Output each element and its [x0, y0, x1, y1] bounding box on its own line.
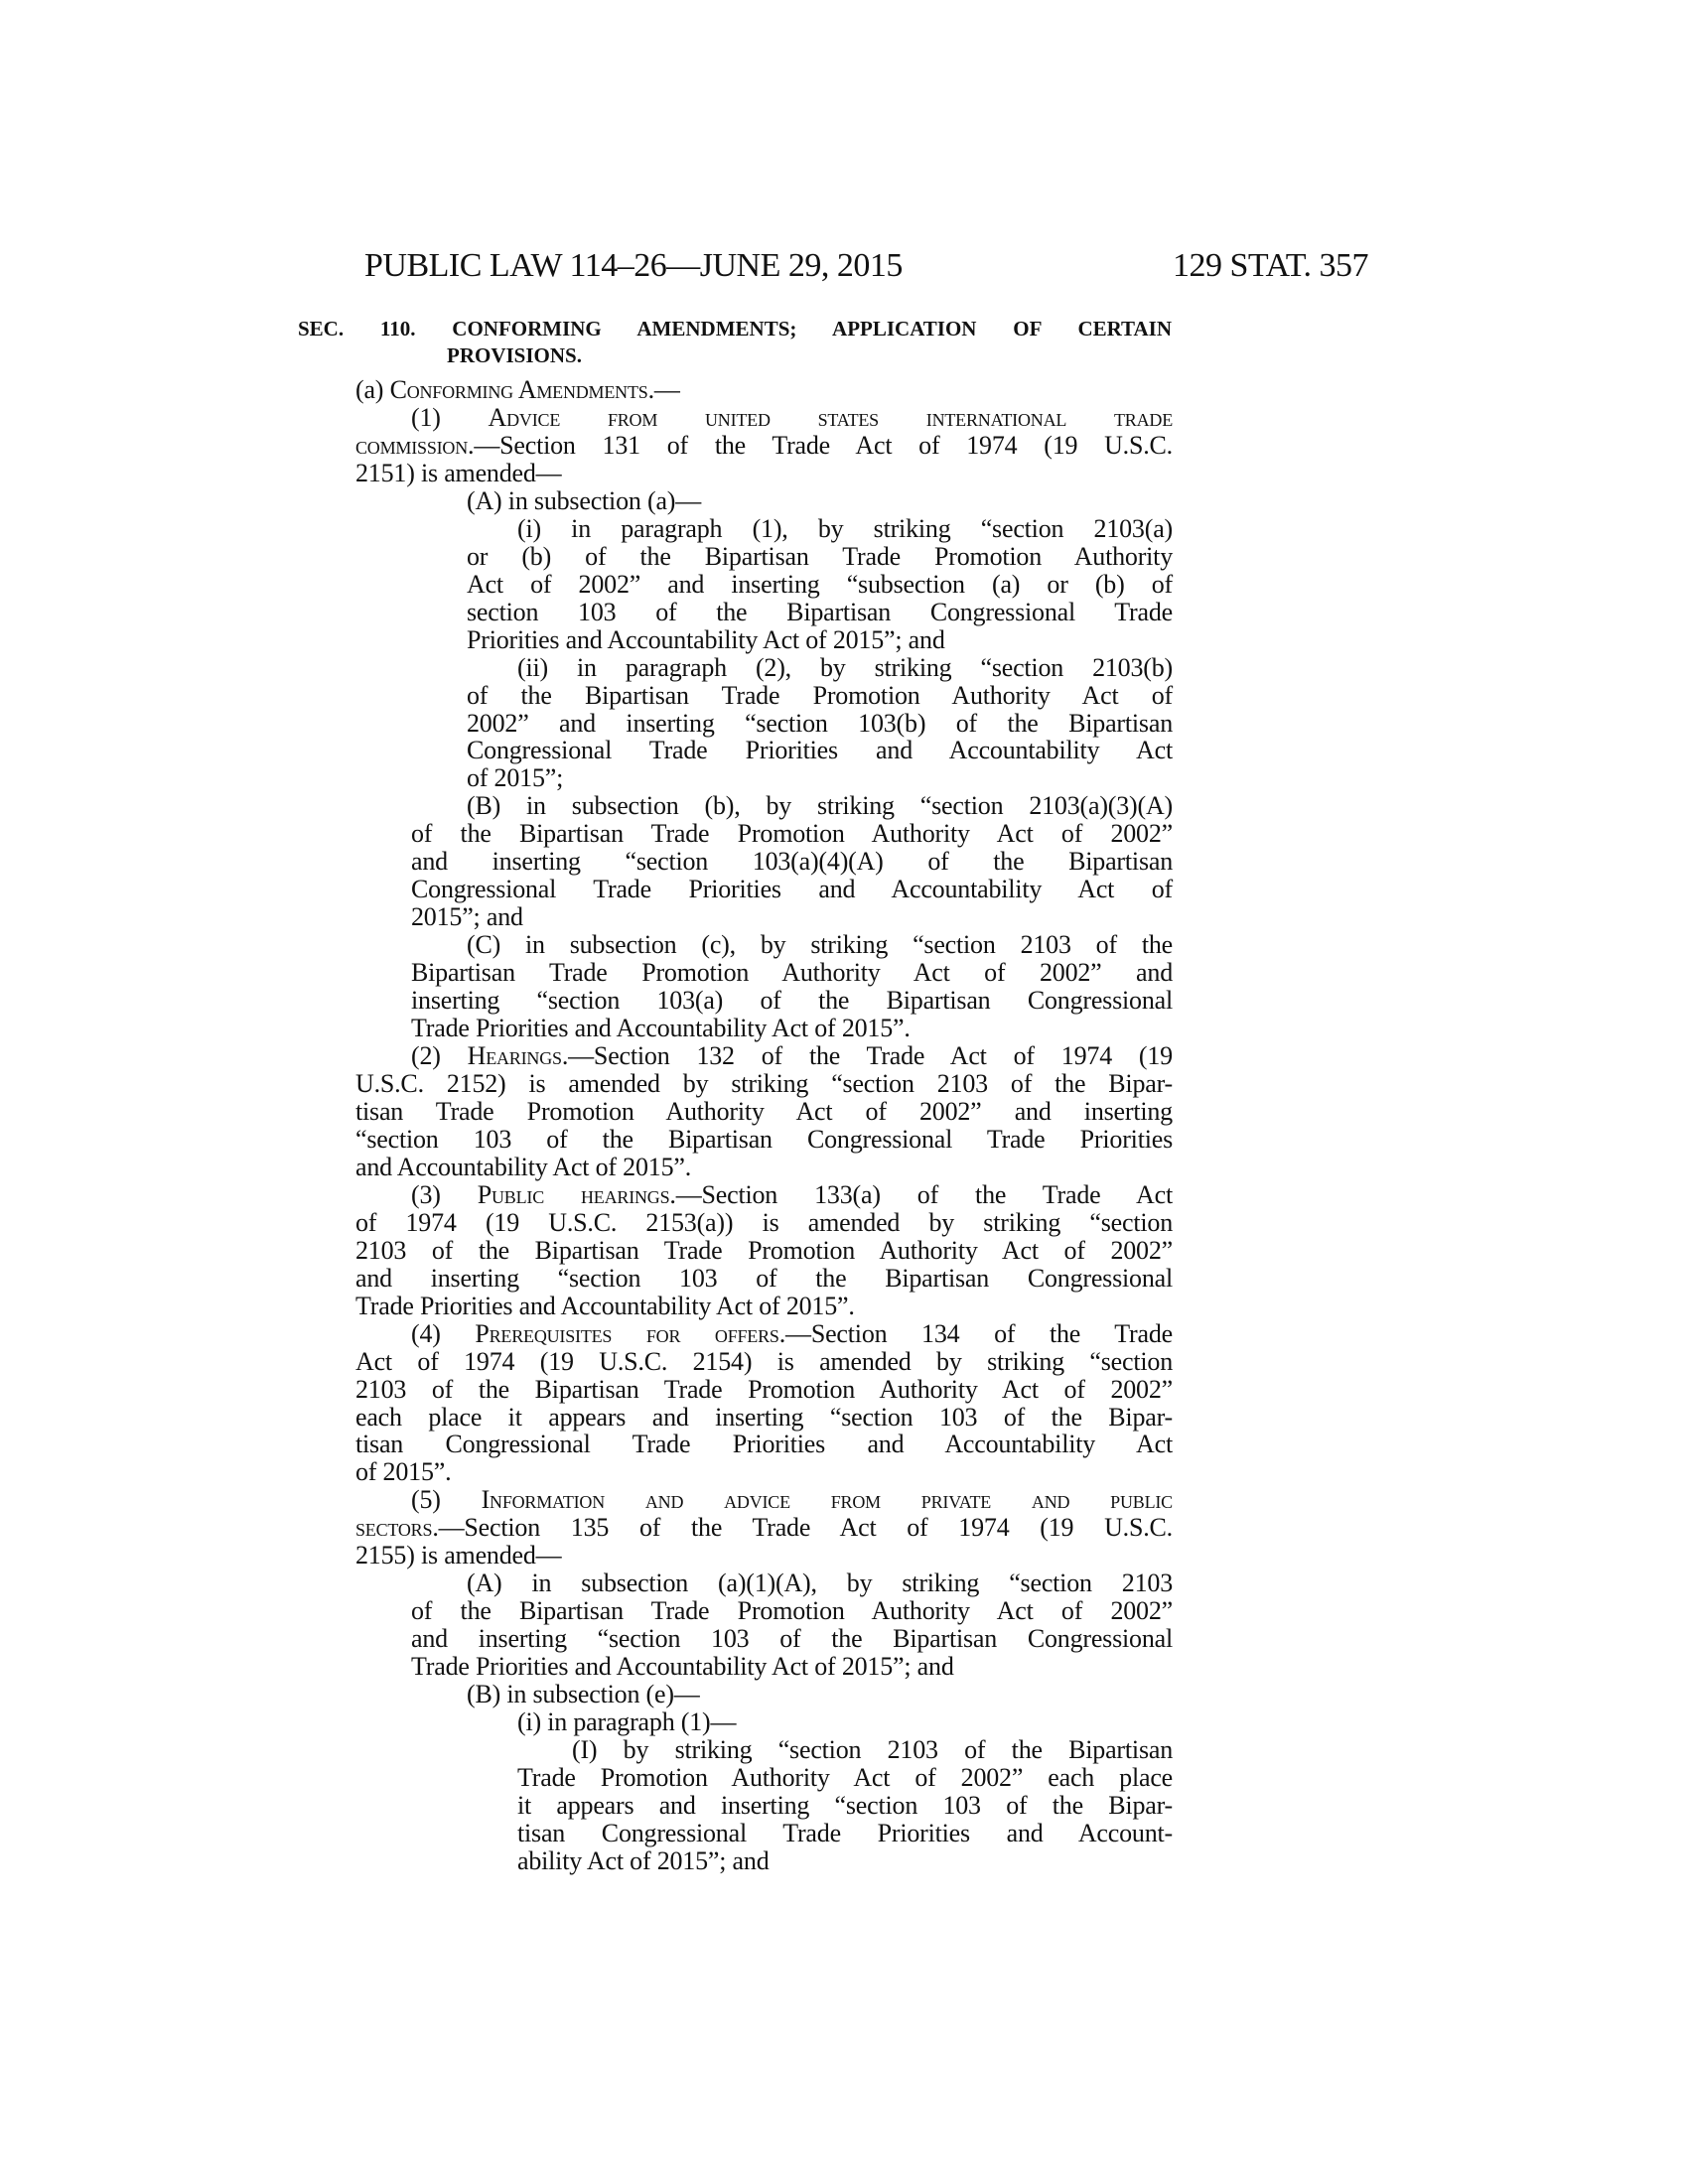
- section-heading-line-1: SEC. 110. CONFORMING AMENDMENTS; APPLICATION OF CERTAIN: [298, 317, 1172, 341]
- line-text: (5): [411, 1485, 482, 1515]
- small-caps-heading: Advice from united states international trade: [488, 402, 1173, 432]
- line-text: 2155) is amended—: [355, 1541, 562, 1570]
- line-text: (B) in subsection (e)—: [467, 1680, 700, 1709]
- text-line: [355, 376, 680, 404]
- text-line: [467, 626, 945, 654]
- text-line: [411, 1320, 1173, 1348]
- line-text: Trade Priorities and Accountability Act of 2015”.: [411, 1014, 911, 1043]
- text-line: [411, 1015, 911, 1042]
- text-line: [411, 1653, 954, 1681]
- line-text: Trade Promotion Authority Act of 2002” each place: [517, 1763, 1173, 1792]
- text-line: [411, 1042, 1173, 1070]
- line-text: Trade Priorities and Accountability Act of 2015”; and: [411, 1652, 954, 1682]
- line-text: and inserting “section 103 of the Bipartisan Congressional: [411, 1624, 1173, 1654]
- header-page-reference: 129 STAT. 357: [1173, 247, 1368, 284]
- text-line: [411, 820, 1173, 848]
- text-line: [355, 1404, 1173, 1432]
- small-caps-heading: Conforming Amendments: [389, 375, 648, 404]
- text-line: [355, 1348, 1173, 1376]
- text-line: [355, 1514, 1173, 1542]
- line-text: and Accountability Act of 2015”.: [355, 1152, 692, 1181]
- text-line: [355, 1293, 855, 1320]
- line-text: (2): [411, 1041, 468, 1071]
- text-line: [467, 737, 1173, 764]
- text-line: [411, 1597, 1173, 1625]
- text-line: [517, 515, 1173, 543]
- text-line: [411, 1181, 1173, 1209]
- text-line: [517, 1847, 770, 1875]
- small-caps-heading: Public hearings: [477, 1179, 670, 1209]
- header-title: PUBLIC LAW 114–26—JUNE 29, 2015: [364, 247, 903, 284]
- line-text: .—Section 135 of the Trade Act of 1974 (19 U.S.C.: [432, 1513, 1173, 1543]
- line-text: Trade Priorities and Accountability Act of 2015”.: [355, 1291, 855, 1320]
- line-text: Act of 1974 (19 U.S.C. 2154) is amended by striking “section: [355, 1346, 1173, 1376]
- text-line: [411, 1625, 1173, 1653]
- line-text: Bipartisan Trade Promotion Authority Act of 2002” and: [411, 958, 1173, 988]
- text-line: [355, 1458, 451, 1486]
- line-text: 2015”; and: [411, 902, 523, 932]
- line-text: (A) in subsection (a)(1)(A), by striking “section 2103: [467, 1569, 1173, 1598]
- text-line: [355, 1237, 1173, 1265]
- section-heading-line-2: PROVISIONS.: [447, 343, 582, 367]
- text-line: [467, 571, 1173, 599]
- line-text: (C) in subsection (c), by striking “section 2103 of the: [467, 930, 1173, 960]
- text-line: [355, 1376, 1173, 1404]
- text-line: [355, 1154, 691, 1181]
- line-text: (A) in subsection (a)—: [467, 485, 702, 515]
- text-line: [411, 1486, 1173, 1514]
- text-line: [467, 543, 1173, 571]
- line-text: ability Act of 2015”; and: [517, 1845, 770, 1875]
- line-text: section 103 of the Bipartisan Congressional Trade: [467, 597, 1173, 626]
- line-text: or (b) of the Bipartisan Trade Promotion Authority: [467, 541, 1173, 571]
- line-text: and inserting “section 103 of the Bipartisan Congressional: [355, 1263, 1173, 1293]
- line-text: tisan Trade Promotion Authority Act of 2002” and inserting: [355, 1096, 1173, 1126]
- text-line: [467, 931, 1173, 959]
- text-line: [517, 1792, 1173, 1820]
- line-text: it appears and inserting “section 103 of the Bipar-: [517, 1790, 1173, 1820]
- line-text: 2103 of the Bipartisan Trade Promotion Authority Act of 2002”: [355, 1235, 1173, 1265]
- line-text: (4): [411, 1318, 476, 1348]
- text-line: [411, 848, 1173, 876]
- line-text: of 2015”;: [467, 763, 564, 793]
- line-text: of 1974 (19 U.S.C. 2153(a)) is amended by striking “section: [355, 1207, 1173, 1237]
- text-line: [467, 599, 1173, 626]
- text-line: [572, 1736, 1173, 1764]
- small-caps-heading: Prerequisites for offers: [475, 1318, 779, 1348]
- text-line: [467, 710, 1173, 738]
- text-line: [517, 1820, 1173, 1847]
- line-text: (B) in subsection (b), by striking “section 2103(a)(3)(A): [467, 791, 1173, 821]
- text-line: [517, 654, 1173, 682]
- text-line: [355, 432, 1173, 460]
- line-text: U.S.C. 2152) is amended by striking “section 2103 of the Bipar-: [355, 1069, 1173, 1098]
- line-text: .—Section 132 of the Trade Act of 1974 (19: [561, 1041, 1173, 1071]
- line-text: of the Bipartisan Trade Promotion Authority Act of 2002”: [411, 819, 1173, 849]
- line-text: each place it appears and inserting “section 103 of the Bipar-: [355, 1402, 1173, 1432]
- text-line: [355, 1542, 561, 1570]
- line-text: of 2015”.: [355, 1457, 452, 1487]
- line-text: (1): [411, 402, 489, 432]
- line-text: inserting “section 103(a) of the Bipartisan Congressional: [411, 986, 1173, 1016]
- small-caps-heading: commission: [355, 430, 469, 460]
- line-text: (I) by striking “section 2103 of the Bipartisan: [572, 1735, 1173, 1765]
- text-line: [411, 959, 1173, 987]
- line-text: “section 103 of the Bipartisan Congressional Trade Priorities: [355, 1124, 1173, 1154]
- line-text: 2103 of the Bipartisan Trade Promotion Authority Act of 2002”: [355, 1374, 1173, 1404]
- small-caps-heading: Information and advice from private and public: [481, 1485, 1173, 1515]
- text-line: [467, 764, 563, 792]
- line-text: (a): [355, 375, 390, 404]
- line-text: (i) in paragraph (1), by striking “section 2103(a): [517, 513, 1173, 543]
- line-text: .—Section 133(a) of the Trade Act: [669, 1179, 1173, 1209]
- text-line: [467, 1681, 700, 1708]
- text-line: [517, 1708, 736, 1736]
- line-text: Congressional Trade Priorities and Accountability Act: [467, 736, 1173, 765]
- line-text: 2151) is amended—: [355, 458, 562, 487]
- text-line: [411, 987, 1173, 1015]
- text-line: [355, 1126, 1173, 1154]
- text-line: [467, 682, 1173, 710]
- line-text: and inserting “section 103(a)(4)(A) of the Bipartisan: [411, 847, 1173, 877]
- line-text: (3): [411, 1179, 478, 1209]
- small-caps-heading: Hearings: [467, 1041, 562, 1071]
- text-line: [411, 876, 1173, 903]
- text-line: [467, 1570, 1173, 1597]
- line-text: (ii) in paragraph (2), by striking “section 2103(b): [517, 652, 1173, 682]
- text-line: [355, 1265, 1173, 1293]
- text-line: [467, 487, 701, 515]
- line-text: Priorities and Accountability Act of 2015”; and: [467, 624, 945, 654]
- line-text: .—Section 131 of the Trade Act of 1974 (19 U.S.C.: [468, 430, 1173, 460]
- line-text: Congressional Trade Priorities and Accountability Act of: [411, 875, 1173, 904]
- text-line: [411, 903, 523, 931]
- text-line: [355, 1431, 1173, 1458]
- text-line: [467, 792, 1173, 820]
- line-text: tisan Congressional Trade Priorities and Accountability Act: [355, 1430, 1173, 1459]
- text-line: [517, 1764, 1173, 1792]
- small-caps-heading: sectors: [355, 1513, 433, 1543]
- line-text: tisan Congressional Trade Priorities and Account-: [517, 1818, 1173, 1847]
- text-line: [411, 404, 1173, 432]
- line-text: of the Bipartisan Trade Promotion Authority Act of 2002”: [411, 1596, 1173, 1626]
- line-text: of the Bipartisan Trade Promotion Authority Act of: [467, 680, 1173, 710]
- text-line: [355, 1209, 1173, 1237]
- text-line: [355, 460, 561, 487]
- line-text: 2002” and inserting “section 103(b) of the Bipartisan: [467, 708, 1173, 738]
- line-text: Act of 2002” and inserting “subsection (a) or (b) of: [467, 569, 1173, 599]
- text-line: [355, 1070, 1173, 1098]
- line-text: .—Section 134 of the Trade: [778, 1318, 1173, 1348]
- line-text: (i) in paragraph (1)—: [517, 1707, 737, 1737]
- line-text: .—: [647, 375, 680, 404]
- text-line: [355, 1098, 1173, 1126]
